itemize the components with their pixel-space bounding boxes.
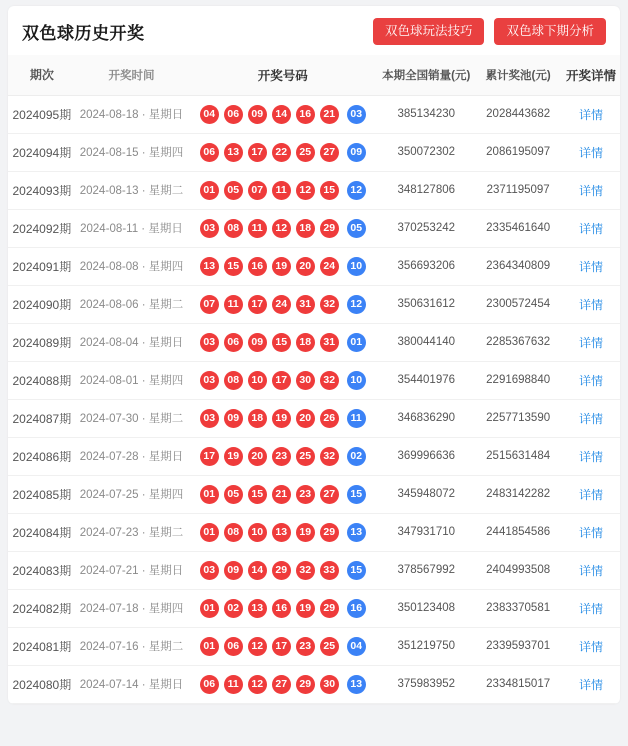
cell-draw-date: 2024-08-11 · 星期日 (76, 209, 188, 247)
cell-prize-pool: 2334815017 (474, 665, 562, 703)
red-ball: 09 (224, 561, 243, 580)
cell-issue: 2024087期 (8, 399, 76, 437)
cell-national-sales: 348127806 (378, 171, 474, 209)
ball-group (191, 523, 374, 542)
red-ball: 05 (224, 181, 243, 200)
blue-ball: 04 (347, 637, 366, 656)
red-ball: 03 (200, 409, 219, 428)
red-ball: 27 (320, 485, 339, 504)
red-ball: 15 (248, 485, 267, 504)
cell-winning-numbers (187, 513, 378, 551)
detail-link[interactable]: 详情 (578, 373, 603, 388)
red-ball: 17 (272, 637, 291, 656)
red-ball: 15 (320, 181, 339, 200)
cell-issue: 2024089期 (8, 323, 76, 361)
cell-winning-numbers (187, 285, 378, 323)
red-ball: 13 (248, 599, 267, 618)
red-ball: 32 (296, 561, 315, 580)
cell-winning-numbers (187, 361, 378, 399)
table-row[interactable] (8, 399, 620, 437)
red-ball: 11 (248, 219, 267, 238)
cell-prize-pool: 2300572454 (474, 285, 562, 323)
cell-issue: 2024085期 (8, 475, 76, 513)
red-ball: 17 (248, 143, 267, 162)
red-ball: 13 (272, 523, 291, 542)
blue-ball: 10 (347, 257, 366, 276)
red-ball: 03 (200, 371, 219, 390)
blue-ball: 13 (347, 523, 366, 542)
cell-issue: 2024080期 (8, 665, 76, 703)
red-ball: 30 (296, 371, 315, 390)
red-ball: 01 (200, 485, 219, 504)
cell-detail (562, 437, 620, 475)
red-ball: 13 (224, 143, 243, 162)
red-ball: 20 (248, 447, 267, 466)
red-ball: 03 (200, 219, 219, 238)
table-row[interactable] (8, 209, 620, 247)
red-ball: 23 (296, 485, 315, 504)
red-ball: 06 (200, 143, 219, 162)
red-ball: 12 (296, 181, 315, 200)
cell-national-sales: 356693206 (378, 247, 474, 285)
red-ball: 06 (200, 675, 219, 694)
cell-detail (562, 589, 620, 627)
blue-ball: 09 (347, 143, 366, 162)
column-header-numbers: 开奖号码 (187, 55, 378, 96)
detail-link[interactable]: 详情 (578, 525, 603, 540)
red-ball: 03 (200, 333, 219, 352)
cell-national-sales: 375983952 (378, 665, 474, 703)
cell-detail (562, 171, 620, 209)
red-ball: 18 (248, 409, 267, 428)
cell-winning-numbers (187, 665, 378, 703)
detail-link[interactable]: 详情 (578, 449, 603, 464)
red-ball: 19 (296, 523, 315, 542)
detail-link[interactable]: 详情 (578, 259, 603, 274)
red-ball: 18 (296, 219, 315, 238)
red-ball: 07 (200, 295, 219, 314)
next-draw-analysis-button[interactable]: 双色球下期分析 (494, 18, 606, 45)
red-ball: 11 (224, 295, 243, 314)
blue-ball: 12 (347, 181, 366, 200)
cell-detail (562, 209, 620, 247)
blue-ball: 15 (347, 561, 366, 580)
cell-national-sales: 370253242 (378, 209, 474, 247)
detail-link[interactable]: 详情 (578, 563, 603, 578)
ball-group (191, 485, 374, 504)
cell-draw-date: 2024-07-14 · 星期日 (76, 665, 188, 703)
detail-link[interactable]: 详情 (578, 221, 603, 236)
red-ball: 19 (296, 599, 315, 618)
cell-prize-pool: 2257713590 (474, 399, 562, 437)
red-ball: 30 (320, 675, 339, 694)
header-actions (373, 18, 606, 45)
cell-issue: 2024091期 (8, 247, 76, 285)
cell-draw-date: 2024-07-18 · 星期四 (76, 589, 188, 627)
cell-detail (562, 513, 620, 551)
cell-draw-date: 2024-07-25 · 星期四 (76, 475, 188, 513)
red-ball: 19 (272, 257, 291, 276)
cell-issue: 2024083期 (8, 551, 76, 589)
blue-ball: 01 (347, 333, 366, 352)
red-ball: 23 (296, 637, 315, 656)
cell-prize-pool: 2285367632 (474, 323, 562, 361)
cell-issue: 2024094期 (8, 133, 76, 171)
cell-national-sales: 351219750 (378, 627, 474, 665)
red-ball: 10 (248, 371, 267, 390)
red-ball: 06 (224, 637, 243, 656)
cell-issue: 2024092期 (8, 209, 76, 247)
cell-prize-pool: 2441854586 (474, 513, 562, 551)
red-ball: 23 (272, 447, 291, 466)
table-row[interactable] (8, 665, 620, 703)
red-ball: 25 (320, 637, 339, 656)
cell-prize-pool: 2339593701 (474, 627, 562, 665)
red-ball: 08 (224, 371, 243, 390)
red-ball: 31 (320, 333, 339, 352)
column-header-detail: 开奖详情 (562, 55, 620, 96)
ball-group (191, 637, 374, 656)
cell-draw-date: 2024-08-06 · 星期二 (76, 285, 188, 323)
cell-issue: 2024084期 (8, 513, 76, 551)
red-ball: 25 (296, 143, 315, 162)
table-row[interactable] (8, 513, 620, 551)
column-header-sales: 本期全国销量(元) (378, 55, 474, 96)
page-title: 双色球历史开奖 (22, 23, 145, 43)
cell-winning-numbers (187, 551, 378, 589)
cell-detail (562, 665, 620, 703)
cell-detail (562, 475, 620, 513)
cell-national-sales: 350123408 (378, 589, 474, 627)
cell-prize-pool: 2086195097 (474, 133, 562, 171)
red-ball: 20 (296, 257, 315, 276)
cell-detail (562, 133, 620, 171)
cell-winning-numbers (187, 171, 378, 209)
red-ball: 16 (272, 599, 291, 618)
column-header-date: 开奖时间 (76, 55, 188, 96)
table-row[interactable] (8, 475, 620, 513)
blue-ball: 10 (347, 371, 366, 390)
table-body (8, 95, 620, 703)
cell-detail (562, 361, 620, 399)
red-ball: 11 (224, 675, 243, 694)
red-ball: 24 (320, 257, 339, 276)
cell-prize-pool: 2028443682 (474, 95, 562, 133)
cell-issue: 2024088期 (8, 361, 76, 399)
red-ball: 18 (296, 333, 315, 352)
red-ball: 08 (224, 523, 243, 542)
blue-ball: 12 (347, 295, 366, 314)
cell-draw-date: 2024-07-23 · 星期二 (76, 513, 188, 551)
table-head (8, 55, 620, 96)
lottery-history-card (8, 6, 620, 704)
ball-group (191, 675, 374, 694)
detail-link[interactable]: 详情 (578, 107, 603, 122)
red-ball: 17 (248, 295, 267, 314)
cell-detail (562, 399, 620, 437)
cell-winning-numbers (187, 627, 378, 665)
cell-winning-numbers (187, 399, 378, 437)
detail-link[interactable]: 详情 (578, 487, 603, 502)
cell-draw-date: 2024-07-21 · 星期日 (76, 551, 188, 589)
cell-prize-pool: 2291698840 (474, 361, 562, 399)
blue-ball: 05 (347, 219, 366, 238)
cell-winning-numbers (187, 475, 378, 513)
red-ball: 01 (200, 523, 219, 542)
table-row[interactable] (8, 551, 620, 589)
column-header-issue: 期次 (8, 55, 76, 96)
table-row[interactable] (8, 323, 620, 361)
red-ball: 17 (200, 447, 219, 466)
red-ball: 29 (320, 219, 339, 238)
red-ball: 29 (320, 523, 339, 542)
cell-issue: 2024086期 (8, 437, 76, 475)
red-ball: 19 (272, 409, 291, 428)
card-header (8, 6, 620, 55)
ball-group (191, 295, 374, 314)
red-ball: 15 (272, 333, 291, 352)
red-ball: 21 (320, 105, 339, 124)
red-ball: 01 (200, 181, 219, 200)
cell-national-sales: 354401976 (378, 361, 474, 399)
detail-link[interactable]: 详情 (578, 297, 603, 312)
cell-prize-pool: 2404993508 (474, 551, 562, 589)
red-ball: 29 (272, 561, 291, 580)
cell-detail (562, 551, 620, 589)
play-tips-button[interactable]: 双色球玩法技巧 (373, 18, 485, 45)
red-ball: 15 (224, 257, 243, 276)
cell-winning-numbers (187, 209, 378, 247)
column-header-pool: 累计奖池(元) (474, 55, 562, 96)
cell-issue: 2024082期 (8, 589, 76, 627)
cell-issue: 2024090期 (8, 285, 76, 323)
cell-prize-pool: 2364340809 (474, 247, 562, 285)
red-ball: 32 (320, 371, 339, 390)
detail-link[interactable]: 详情 (578, 639, 603, 654)
table-row[interactable] (8, 247, 620, 285)
red-ball: 16 (248, 257, 267, 276)
table-header-row (8, 55, 620, 96)
cell-issue: 2024095期 (8, 95, 76, 133)
red-ball: 33 (320, 561, 339, 580)
red-ball: 04 (200, 105, 219, 124)
table-row[interactable] (8, 361, 620, 399)
blue-ball: 13 (347, 675, 366, 694)
ball-group (191, 371, 374, 390)
blue-ball: 02 (347, 447, 366, 466)
cell-national-sales: 345948072 (378, 475, 474, 513)
red-ball: 32 (320, 447, 339, 466)
cell-prize-pool: 2515631484 (474, 437, 562, 475)
table-row[interactable] (8, 171, 620, 209)
cell-national-sales: 346836290 (378, 399, 474, 437)
cell-national-sales: 347931710 (378, 513, 474, 551)
red-ball: 11 (272, 181, 291, 200)
detail-link[interactable]: 详情 (578, 183, 603, 198)
red-ball: 09 (248, 105, 267, 124)
red-ball: 22 (272, 143, 291, 162)
red-ball: 14 (248, 561, 267, 580)
lottery-history-table (8, 55, 620, 704)
cell-draw-date: 2024-07-28 · 星期日 (76, 437, 188, 475)
red-ball: 25 (296, 447, 315, 466)
red-ball: 06 (224, 105, 243, 124)
ball-group (191, 561, 374, 580)
red-ball: 20 (296, 409, 315, 428)
detail-link[interactable]: 详情 (578, 335, 603, 350)
cell-national-sales: 350072302 (378, 133, 474, 171)
table-row[interactable] (8, 95, 620, 133)
cell-issue: 2024093期 (8, 171, 76, 209)
cell-draw-date: 2024-08-15 · 星期四 (76, 133, 188, 171)
table-row[interactable] (8, 589, 620, 627)
red-ball: 19 (224, 447, 243, 466)
cell-national-sales: 378567992 (378, 551, 474, 589)
cell-draw-date: 2024-08-04 · 星期日 (76, 323, 188, 361)
cell-prize-pool: 2383370581 (474, 589, 562, 627)
cell-detail (562, 285, 620, 323)
table-row[interactable] (8, 285, 620, 323)
red-ball: 07 (248, 181, 267, 200)
cell-draw-date: 2024-08-13 · 星期二 (76, 171, 188, 209)
blue-ball: 16 (347, 599, 366, 618)
red-ball: 12 (248, 675, 267, 694)
red-ball: 12 (272, 219, 291, 238)
red-ball: 32 (320, 295, 339, 314)
ball-group (191, 219, 374, 238)
red-ball: 29 (320, 599, 339, 618)
red-ball: 24 (272, 295, 291, 314)
red-ball: 01 (200, 637, 219, 656)
ball-group (191, 599, 374, 618)
cell-national-sales: 350631612 (378, 285, 474, 323)
red-ball: 16 (296, 105, 315, 124)
cell-detail (562, 247, 620, 285)
cell-prize-pool: 2335461640 (474, 209, 562, 247)
red-ball: 26 (320, 409, 339, 428)
cell-issue: 2024081期 (8, 627, 76, 665)
cell-draw-date: 2024-07-16 · 星期二 (76, 627, 188, 665)
detail-link[interactable]: 详情 (578, 145, 603, 160)
ball-group (191, 447, 374, 466)
red-ball: 21 (272, 485, 291, 504)
cell-detail (562, 323, 620, 361)
cell-prize-pool: 2483142282 (474, 475, 562, 513)
red-ball: 13 (200, 257, 219, 276)
ball-group (191, 143, 374, 162)
red-ball: 01 (200, 599, 219, 618)
cell-winning-numbers (187, 95, 378, 133)
cell-draw-date: 2024-08-08 · 星期四 (76, 247, 188, 285)
ball-group (191, 409, 374, 428)
table-row[interactable] (8, 437, 620, 475)
cell-draw-date: 2024-07-30 · 星期二 (76, 399, 188, 437)
red-ball: 06 (224, 333, 243, 352)
cell-winning-numbers (187, 133, 378, 171)
red-ball: 02 (224, 599, 243, 618)
cell-detail (562, 95, 620, 133)
ball-group (191, 333, 374, 352)
cell-winning-numbers (187, 323, 378, 361)
red-ball: 09 (224, 409, 243, 428)
cell-national-sales: 385134230 (378, 95, 474, 133)
cell-draw-date: 2024-08-18 · 星期日 (76, 95, 188, 133)
table-row[interactable] (8, 627, 620, 665)
cell-prize-pool: 2371195097 (474, 171, 562, 209)
cell-national-sales: 369996636 (378, 437, 474, 475)
detail-link[interactable]: 详情 (578, 411, 603, 426)
cell-detail (562, 627, 620, 665)
red-ball: 31 (296, 295, 315, 314)
detail-link[interactable]: 详情 (578, 601, 603, 616)
red-ball: 05 (224, 485, 243, 504)
red-ball: 09 (248, 333, 267, 352)
table-row[interactable] (8, 133, 620, 171)
detail-link[interactable]: 详情 (578, 677, 603, 692)
cell-draw-date: 2024-08-01 · 星期四 (76, 361, 188, 399)
ball-group (191, 181, 374, 200)
red-ball: 27 (272, 675, 291, 694)
blue-ball: 15 (347, 485, 366, 504)
red-ball: 08 (224, 219, 243, 238)
red-ball: 03 (200, 561, 219, 580)
red-ball: 27 (320, 143, 339, 162)
red-ball: 12 (248, 637, 267, 656)
ball-group (191, 257, 374, 276)
red-ball: 14 (272, 105, 291, 124)
red-ball: 17 (272, 371, 291, 390)
cell-national-sales: 380044140 (378, 323, 474, 361)
ball-group (191, 105, 374, 124)
cell-winning-numbers (187, 589, 378, 627)
cell-winning-numbers (187, 437, 378, 475)
cell-winning-numbers (187, 247, 378, 285)
blue-ball: 03 (347, 105, 366, 124)
red-ball: 10 (248, 523, 267, 542)
blue-ball: 11 (347, 409, 366, 428)
red-ball: 29 (296, 675, 315, 694)
